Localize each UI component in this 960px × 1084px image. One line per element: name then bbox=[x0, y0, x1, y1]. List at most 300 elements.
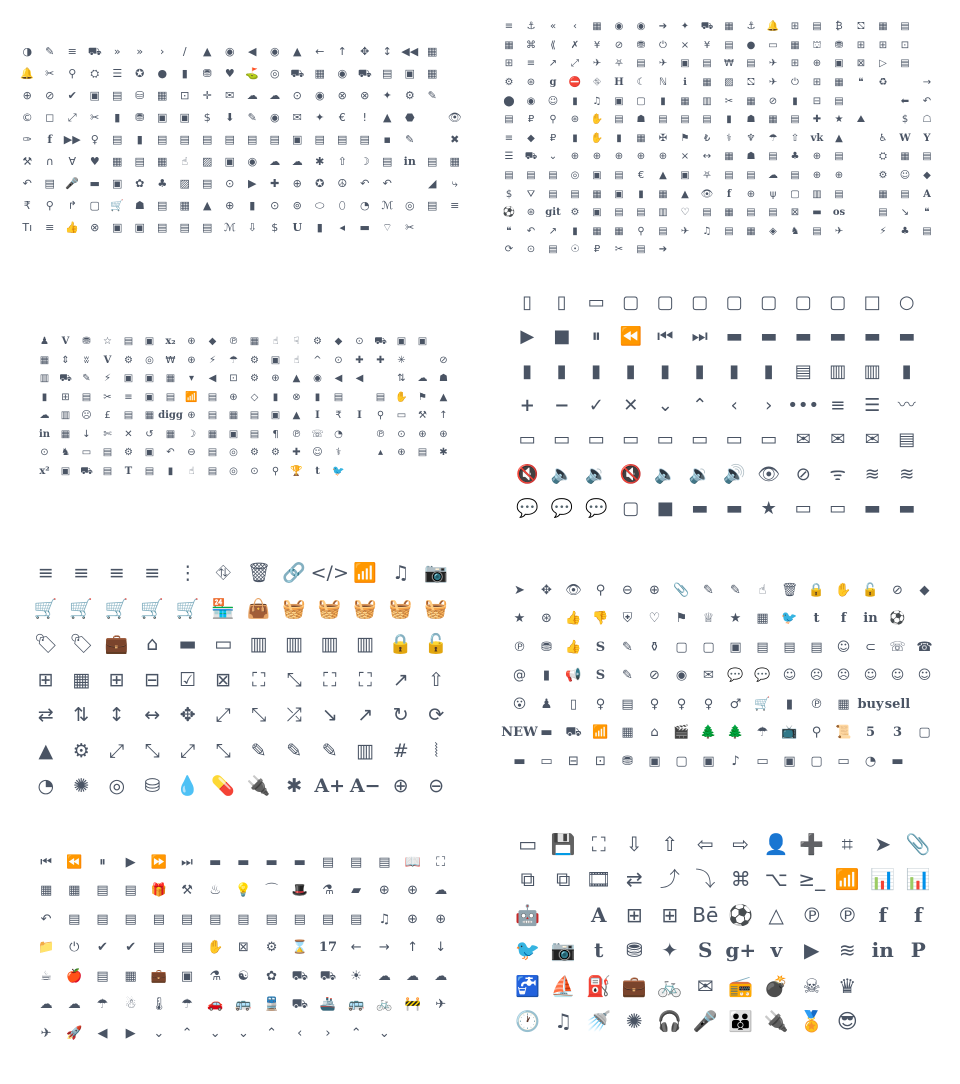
icon-grid-4 bbox=[510, 286, 930, 526]
icon-3-139-icon: ✱ bbox=[439, 447, 448, 459]
icon-3-90-icon: ▤ bbox=[249, 410, 260, 422]
icon-1-127-icon: ▨ bbox=[179, 176, 190, 190]
icon-2-255-icon bbox=[828, 241, 850, 260]
icon-6-69-icon: ♀ bbox=[649, 696, 660, 712]
icon-2-243-icon: ☉ bbox=[570, 244, 580, 256]
icon-3-130-icon: ⚙ bbox=[250, 447, 259, 459]
icon-2-179-icon: ◆ bbox=[923, 170, 931, 182]
icon-3-110-icon: ▤ bbox=[249, 428, 260, 440]
icon-1-139-icon: ⤷ bbox=[451, 176, 458, 190]
icon-1-42-icon: ✔ bbox=[67, 88, 77, 102]
icon-2-202-icon: git bbox=[545, 207, 561, 219]
icon-7-48-icon: ✔ bbox=[125, 940, 137, 956]
icon-4-72-icon: 💬 bbox=[516, 497, 539, 519]
icon-2-212-icon: ▤ bbox=[768, 207, 778, 219]
icon-5-31-icon: ▥ bbox=[285, 633, 304, 656]
icon-3-39-icon: ⊘ bbox=[439, 354, 448, 366]
icon-8-50-icon: ⛽ bbox=[586, 973, 612, 998]
icon-2-9-icon: ⛟ bbox=[700, 21, 714, 33]
icon-4-44-icon: ••• bbox=[787, 395, 820, 417]
icon-1-135-icon: ↶ bbox=[360, 176, 370, 190]
icon-3-92-icon: ▲ bbox=[292, 410, 301, 422]
icon-2-130-icon: ⚕ bbox=[726, 132, 732, 144]
icon-3-62-icon: ▤ bbox=[81, 391, 92, 403]
icon-6-59-icon: ☹ bbox=[809, 668, 824, 684]
icon-6-89-icon: ☂ bbox=[756, 725, 769, 741]
icon-3-89-icon: ▦ bbox=[228, 410, 239, 422]
icon-2-226-icon: ⚲ bbox=[637, 225, 645, 237]
icon-4-62-icon: 🔉 bbox=[585, 463, 608, 485]
icon-2-71-icon: ⛞ bbox=[746, 77, 756, 89]
icon-2-174-icon: ⊕ bbox=[812, 170, 822, 182]
icon-6-71-icon: ♀ bbox=[703, 696, 714, 712]
icon-panel-2 bbox=[498, 18, 938, 263]
icon-1-26-icon: ● bbox=[157, 66, 168, 80]
icon-7-67-icon: ☯ bbox=[237, 968, 250, 984]
icon-3-87-icon: ⊕ bbox=[187, 410, 196, 422]
icon-2-122-icon: ₽ bbox=[549, 132, 557, 144]
icon-1-171-icon: $ bbox=[271, 220, 279, 234]
icon-5-1-icon: ≡ bbox=[73, 562, 90, 585]
icon-2-167-icon: ▲ bbox=[659, 170, 667, 182]
icon-7-26-icon: ▰ bbox=[351, 883, 362, 899]
icon-2-201-icon: ⊛ bbox=[526, 207, 536, 219]
icon-1-160-icon: Tı bbox=[22, 220, 33, 234]
icon-grid-2 bbox=[498, 18, 938, 260]
icon-1-21-icon: ✂ bbox=[45, 66, 55, 80]
icon-7-51-icon: ✋ bbox=[207, 940, 224, 956]
icon-2-83-icon: ▮ bbox=[572, 95, 578, 107]
icon-7-100-icon: › bbox=[325, 1025, 331, 1041]
icon-3-149-icon: ◎ bbox=[229, 465, 238, 477]
icon-3-28-icon: ⚡ bbox=[208, 354, 217, 366]
icon-1-29-icon: ♥ bbox=[224, 66, 235, 80]
icon-1-57-icon: ⚙ bbox=[404, 88, 415, 102]
icon-3-143-icon: ▤ bbox=[102, 465, 113, 477]
icon-6-47-icon: ☎ bbox=[916, 639, 933, 655]
icon-3-47-icon: ▾ bbox=[188, 373, 195, 385]
icon-7-33-icon: ▤ bbox=[124, 911, 137, 927]
icon-4-20-icon: ▬ bbox=[794, 326, 812, 348]
icon-3-5-icon: ▣ bbox=[144, 336, 155, 348]
icon-2-112-icon: ▦ bbox=[768, 114, 778, 126]
icon-1-164-icon: ▣ bbox=[112, 220, 123, 234]
icon-3-112-icon: ℗ bbox=[291, 428, 302, 440]
icon-8-27-icon: ⊞ bbox=[625, 902, 643, 927]
icon-5-78-icon: 🔌 bbox=[246, 775, 271, 798]
icon-3-51-icon: ⊕ bbox=[271, 373, 280, 385]
icon-3-136-icon: ▴ bbox=[377, 447, 384, 459]
icon-2-64-icon: ⛗ bbox=[593, 77, 601, 89]
icon-3-49-icon: ⊡ bbox=[229, 373, 238, 385]
icon-7-5-icon: ⏭ bbox=[181, 854, 193, 870]
icon-3-58-icon: ☁ bbox=[417, 373, 428, 385]
icon-2-27-icon: ⏻ bbox=[659, 39, 667, 51]
icon-3-67-icon: 📶 bbox=[185, 391, 198, 403]
icon-5-63-icon: ⤡ bbox=[144, 739, 160, 762]
icon-6-25-icon: ▦ bbox=[756, 611, 769, 627]
icon-7-87-icon: 🚲 bbox=[376, 997, 393, 1013]
icon-3-131-icon: ⚙ bbox=[271, 447, 280, 459]
icon-5-28-icon: ▬ bbox=[178, 633, 197, 656]
icon-2-36-icon: ⊞ bbox=[856, 39, 866, 51]
icon-1-148-icon: ▲ bbox=[203, 198, 212, 212]
icon-6-54-icon: ◉ bbox=[675, 668, 688, 684]
icon-7-84-icon: ⛟ bbox=[291, 997, 308, 1013]
icon-2-218-icon: ↘ bbox=[900, 207, 910, 219]
icon-2-215-icon: os bbox=[832, 207, 846, 219]
icon-6-53-icon: ⊘ bbox=[649, 668, 660, 684]
icon-8-0-icon: ▭ bbox=[518, 831, 538, 856]
icon-7-11-icon: ▤ bbox=[350, 854, 363, 870]
icon-2-204-icon: ▣ bbox=[592, 207, 602, 219]
icon-1-94-icon: ▤ bbox=[337, 132, 348, 146]
icon-1-80-icon: ✑ bbox=[22, 132, 32, 146]
icon-3-113-icon: ☏ bbox=[311, 428, 324, 440]
icon-3-63-icon: ✂ bbox=[103, 391, 112, 403]
icon-2-80-icon: ⬤ bbox=[503, 95, 515, 107]
icon-1-71-icon: ◉ bbox=[269, 110, 280, 124]
icon-5-0-icon: ≡ bbox=[37, 562, 54, 585]
icon-1-158-icon: ▤ bbox=[427, 198, 438, 212]
icon-5-62-icon: ⤢ bbox=[109, 739, 125, 762]
icon-4-58-icon: ✉ bbox=[864, 429, 880, 451]
icon-4-37-icon: − bbox=[554, 395, 570, 417]
icon-2-96-icon bbox=[850, 92, 872, 111]
icon-4-2-icon: ▭ bbox=[587, 292, 605, 314]
icon-8-22-icon: 📊 bbox=[870, 867, 896, 892]
icon-3-141-icon: ▣ bbox=[60, 465, 71, 477]
icon-6-43-icon: ▤ bbox=[810, 639, 823, 655]
icon-6-7-icon: ✎ bbox=[703, 582, 714, 598]
icon-6-23-icon: ♕ bbox=[702, 611, 715, 627]
icon-3-25-icon: ◎ bbox=[145, 354, 154, 366]
icon-7-88-icon: 🚧 bbox=[404, 997, 421, 1013]
icon-3-147-icon: ☝ bbox=[188, 465, 195, 477]
icon-8-15-icon: ⇄ bbox=[625, 867, 643, 892]
icon-6-27-icon: t bbox=[813, 611, 820, 627]
icon-3-96-icon: ⚲ bbox=[376, 410, 385, 422]
icon-2-247-icon: ➔ bbox=[658, 244, 668, 256]
icon-7-35-icon: ▤ bbox=[180, 911, 194, 927]
icon-1-141-icon: ⚲ bbox=[45, 198, 54, 212]
icon-2-19-icon bbox=[916, 18, 938, 37]
icon-8-56-icon: ☠ bbox=[802, 973, 821, 998]
icon-2-109-icon: ▤ bbox=[702, 114, 712, 126]
icon-2-39-icon bbox=[916, 37, 938, 56]
icon-2-176-icon bbox=[850, 167, 872, 186]
icon-4-82-icon: ▬ bbox=[863, 497, 881, 519]
icon-2-22-icon: ⟪ bbox=[550, 39, 556, 51]
icon-2-116-icon: ⛰ bbox=[856, 114, 866, 126]
icon-1-38-icon: ▦ bbox=[427, 66, 438, 80]
icon-7-0-icon: ⏮ bbox=[40, 854, 52, 870]
icon-1-140-icon: ₹ bbox=[23, 198, 31, 212]
icon-7-91-icon: 🚀 bbox=[66, 1025, 83, 1041]
icon-7-80-icon: ☂ bbox=[181, 997, 193, 1013]
icon-2-180-icon: $ bbox=[505, 188, 513, 200]
icon-1-16-icon: ↕ bbox=[382, 44, 392, 58]
icon-2-2-icon: « bbox=[549, 21, 557, 33]
icon-3-12-icon: ☟ bbox=[293, 336, 300, 348]
icon-1-0-icon: ◑ bbox=[22, 44, 33, 58]
icon-2-227-icon: ▤ bbox=[658, 225, 668, 237]
icon-7-37-icon: ▤ bbox=[237, 911, 250, 927]
icon-4-35-icon: ▮ bbox=[901, 360, 912, 382]
icon-3-22-icon: ʬ bbox=[83, 354, 90, 366]
icon-7-34-icon: ▤ bbox=[152, 911, 165, 927]
icon-1-7-icon: ∕ bbox=[182, 44, 187, 58]
icon-1-136-icon: ↶ bbox=[382, 176, 392, 190]
icon-panel-6 bbox=[501, 576, 938, 776]
icon-5-48-icon: ⇄ bbox=[37, 704, 54, 727]
icon-6-31-icon bbox=[911, 605, 938, 634]
icon-1-109-icon: ▣ bbox=[224, 154, 235, 168]
icon-5-17-icon: 🏪 bbox=[211, 597, 236, 620]
icon-5-11-icon: 📷 bbox=[424, 562, 449, 585]
icon-3-117-icon: ⊙ bbox=[397, 428, 406, 440]
icon-8-9-icon: ⌗ bbox=[841, 831, 853, 856]
icon-2-240-icon: ⟳ bbox=[504, 244, 514, 256]
icon-3-82-icon: ☹ bbox=[81, 410, 92, 422]
icon-2-185-icon: ▣ bbox=[614, 188, 624, 200]
icon-4-34-icon: ▥ bbox=[863, 360, 881, 382]
icon-4-79-icon: ★ bbox=[760, 497, 777, 519]
icon-3-68-icon: ▤ bbox=[207, 391, 218, 403]
icon-3-73-icon: ▮ bbox=[314, 391, 321, 403]
icon-3-119-icon: ⊕ bbox=[439, 428, 448, 440]
icon-5-71-icon: ⦚ bbox=[434, 739, 439, 762]
icon-6-5-icon: ⊕ bbox=[649, 582, 660, 598]
icon-1-106-icon: ▦ bbox=[157, 154, 168, 168]
icon-1-66-icon: ▣ bbox=[157, 110, 168, 124]
icon-3-151-icon: ⚲ bbox=[271, 465, 280, 477]
icon-1-9-icon: ◉ bbox=[224, 44, 235, 58]
icon-2-56-icon: ⊠ bbox=[856, 58, 866, 70]
icon-2-254-icon bbox=[806, 241, 828, 260]
icon-5-22-icon: 🧺 bbox=[388, 597, 413, 620]
icon-7-27-icon: ⊕ bbox=[378, 883, 390, 899]
icon-6-4-icon: ⊖ bbox=[622, 582, 633, 598]
icon-4-54-icon: ▭ bbox=[725, 429, 743, 451]
icon-6-20-icon: ⛨ bbox=[622, 611, 633, 627]
icon-3-118-icon: ⊕ bbox=[418, 428, 427, 440]
icon-5-80-icon: A+ bbox=[314, 775, 346, 798]
icon-3-19-icon bbox=[433, 333, 454, 352]
icon-1-68-icon: $ bbox=[203, 110, 211, 124]
icon-2-45-icon: ⛧ bbox=[615, 58, 623, 70]
icon-2-86-icon: ▢ bbox=[636, 95, 646, 107]
icon-3-75-icon bbox=[349, 389, 370, 408]
icon-5-67-icon: ✎ bbox=[286, 739, 303, 762]
icon-2-190-icon: f bbox=[726, 188, 732, 200]
icon-3-137-icon: ⊕ bbox=[397, 447, 406, 459]
icon-5-18-icon: 👜 bbox=[246, 597, 271, 620]
icon-3-41-icon: ⛟ bbox=[59, 373, 72, 385]
icon-2-238-icon: ♣ bbox=[900, 225, 910, 237]
icon-7-10-icon: ▤ bbox=[321, 854, 335, 870]
icon-7-24-icon: 🎩 bbox=[291, 883, 308, 899]
icon-2-25-icon: ⊘ bbox=[614, 39, 624, 51]
icon-6-26-icon: 🐦 bbox=[781, 611, 798, 627]
icon-grid-1 bbox=[16, 40, 466, 238]
icon-7-74-icon: ☁ bbox=[434, 968, 448, 984]
icon-2-191-icon: ⊕ bbox=[746, 188, 756, 200]
icon-1-48-icon: ✛ bbox=[202, 88, 212, 102]
icon-2-149-icon: ↔ bbox=[702, 151, 712, 163]
icon-6-46-icon: ☏ bbox=[889, 639, 906, 655]
icon-2-21-icon: ⌘ bbox=[526, 39, 536, 51]
icon-2-156-icon bbox=[850, 148, 872, 167]
icon-7-49-icon: ▤ bbox=[152, 940, 165, 956]
icon-7-13-icon: 📖 bbox=[404, 854, 421, 870]
icon-2-169-icon: ⛧ bbox=[703, 170, 711, 182]
icon-4-14-icon: ⏸ bbox=[591, 326, 601, 348]
icon-7-4-icon: ⏩ bbox=[150, 854, 167, 870]
icon-1-59-icon bbox=[444, 84, 467, 106]
icon-8-33-icon: ℗ bbox=[837, 902, 858, 927]
icon-1-114-icon: ⇧ bbox=[337, 154, 347, 168]
icon-2-79-icon: → bbox=[922, 77, 932, 89]
icon-7-60-icon: ☕ bbox=[40, 968, 52, 984]
icon-2-74-icon: ⊞ bbox=[812, 77, 822, 89]
icon-3-116-icon: ℗ bbox=[375, 428, 386, 440]
icon-1-154-icon: ⬯ bbox=[338, 198, 346, 212]
icon-3-78-icon: ⚑ bbox=[418, 391, 427, 403]
icon-1-5-icon: » bbox=[136, 44, 144, 58]
icon-3-29-icon: ☂ bbox=[229, 354, 238, 366]
icon-2-192-icon: ψ bbox=[769, 188, 777, 200]
icon-3-150-icon: ⊙ bbox=[250, 465, 259, 477]
icon-2-110-icon: ▮ bbox=[726, 114, 732, 126]
icon-4-13-icon: ■ bbox=[553, 326, 571, 348]
icon-4-73-icon: 💬 bbox=[550, 497, 573, 519]
icon-7-20-icon: ⚒ bbox=[181, 883, 193, 899]
icon-1-31-icon: ◎ bbox=[269, 66, 280, 80]
icon-8-3-icon: ⇩ bbox=[625, 831, 643, 856]
icon-7-17-icon: ▤ bbox=[96, 883, 109, 899]
icon-3-115-icon bbox=[349, 426, 370, 445]
icon-7-39-icon: ▤ bbox=[293, 911, 306, 927]
icon-8-30-icon: ⚽ bbox=[728, 902, 754, 927]
icon-2-220-icon: ❝ bbox=[506, 225, 512, 237]
icon-4-40-icon: ⌄ bbox=[657, 395, 673, 417]
icon-2-105-icon: ▤ bbox=[614, 114, 624, 126]
icon-1-18-icon: ▦ bbox=[427, 44, 438, 58]
icon-7-78-icon: ☃ bbox=[124, 997, 137, 1013]
icon-1-40-icon: ⊕ bbox=[22, 88, 32, 102]
icon-4-38-icon: ✓ bbox=[588, 395, 604, 417]
icon-8-69-icon: 😎 bbox=[836, 1009, 858, 1034]
icon-2-62-icon: g bbox=[549, 77, 557, 89]
icon-2-188-icon: ▲ bbox=[681, 188, 689, 200]
icon-grid-7 bbox=[32, 848, 458, 1048]
icon-6-73-icon: 🛒 bbox=[754, 696, 771, 712]
icon-1-60-icon: © bbox=[21, 110, 33, 124]
icon-3-142-icon: ⛟ bbox=[80, 465, 93, 477]
icon-1-105-icon: ▤ bbox=[134, 154, 145, 168]
icon-8-16-icon: ⤴ bbox=[659, 867, 680, 892]
icon-5-65-icon: ⤡ bbox=[215, 739, 231, 762]
icon-5-36-icon: ⊞ bbox=[37, 668, 54, 691]
icon-4-42-icon: ‹ bbox=[730, 395, 738, 417]
icon-8-57-icon: ♛ bbox=[838, 973, 857, 998]
icon-8-48-icon: 🚰 bbox=[515, 973, 541, 998]
icon-2-221-icon: ↶ bbox=[526, 225, 536, 237]
icon-4-12-icon: ▶ bbox=[520, 326, 535, 348]
icon-4-52-icon: ▭ bbox=[656, 429, 674, 451]
icon-1-86-icon: ▤ bbox=[157, 132, 168, 146]
icon-1-73-icon: ✦ bbox=[315, 110, 325, 124]
icon-3-132-icon: ✚ bbox=[292, 447, 301, 459]
icon-2-143-icon: ⊕ bbox=[570, 151, 580, 163]
icon-2-8-icon: ✦ bbox=[680, 21, 690, 33]
icon-7-19-icon: 🎁 bbox=[150, 883, 167, 899]
icon-1-41-icon: ⊘ bbox=[45, 88, 55, 102]
icon-1-108-icon: ▨ bbox=[202, 154, 213, 168]
icon-2-128-icon: ⚑ bbox=[680, 132, 690, 144]
icon-2-133-icon: ⇧ bbox=[790, 132, 800, 144]
icon-3-64-icon: ≡ bbox=[124, 391, 133, 403]
icon-3-15-icon: ⊙ bbox=[355, 336, 364, 348]
icon-3-21-icon: ⇕ bbox=[61, 354, 70, 366]
icon-8-21-icon: 📶 bbox=[834, 867, 860, 892]
icon-1-173-icon: ▮ bbox=[316, 220, 323, 234]
icon-1-81-icon: f bbox=[47, 132, 53, 146]
icon-4-61-icon: 🔈 bbox=[550, 463, 573, 485]
icon-4-64-icon: 🔈 bbox=[654, 463, 677, 485]
icon-1-87-icon: ▤ bbox=[179, 132, 190, 146]
icon-6-35-icon: S bbox=[595, 639, 606, 655]
icon-7-71-icon: ☀ bbox=[350, 968, 362, 984]
icon-6-102-icon: ▢ bbox=[675, 753, 688, 769]
icon-3-111-icon: ¶ bbox=[272, 428, 279, 440]
icon-4-5-icon: ▢ bbox=[691, 292, 709, 314]
icon-8-14-icon: 🎞 bbox=[586, 867, 612, 892]
icon-2-234-icon: ▤ bbox=[812, 225, 822, 237]
icon-2-95-icon: ▤ bbox=[834, 95, 844, 107]
icon-grid-6 bbox=[501, 576, 938, 776]
icon-6-95-icon: ▢ bbox=[918, 725, 931, 741]
icon-5-20-icon: 🧺 bbox=[317, 597, 342, 620]
icon-1-23-icon: ⛭ bbox=[90, 66, 100, 80]
icon-3-20-icon: ▦ bbox=[39, 354, 50, 366]
icon-3-54-icon: ◀ bbox=[334, 373, 343, 385]
icon-2-140-icon: ☰ bbox=[504, 151, 514, 163]
icon-6-104-icon: ♪ bbox=[731, 753, 740, 769]
icon-4-28-icon: ▮ bbox=[660, 360, 671, 382]
icon-3-17-icon: ▣ bbox=[396, 336, 407, 348]
icon-2-43-icon: ⤢ bbox=[571, 58, 579, 70]
icon-4-7-icon: ▢ bbox=[760, 292, 778, 314]
icon-5-49-icon: ⇅ bbox=[73, 704, 90, 727]
icon-2-49-icon: ▤ bbox=[702, 58, 712, 70]
icon-6-94-icon: 3 bbox=[892, 725, 903, 741]
icon-2-181-icon: ⛛ bbox=[526, 188, 536, 200]
icon-5-39-icon: ⊟ bbox=[144, 668, 161, 691]
icon-2-137-icon: ♿ bbox=[878, 132, 888, 144]
icon-1-46-icon: ▦ bbox=[157, 88, 168, 102]
icon-7-94-icon: ⌄ bbox=[153, 1025, 165, 1041]
icon-3-105-icon: ↺ bbox=[145, 428, 154, 440]
icon-4-19-icon: ▬ bbox=[760, 326, 778, 348]
icon-7-18-icon: ▤ bbox=[124, 883, 137, 899]
icon-2-63-icon: ⛔ bbox=[568, 77, 582, 89]
icon-2-205-icon: ▤ bbox=[614, 207, 624, 219]
icon-4-1-icon: ▯ bbox=[556, 292, 567, 314]
icon-1-39-icon bbox=[444, 62, 467, 84]
icon-6-2-icon: 👁 bbox=[565, 582, 582, 598]
